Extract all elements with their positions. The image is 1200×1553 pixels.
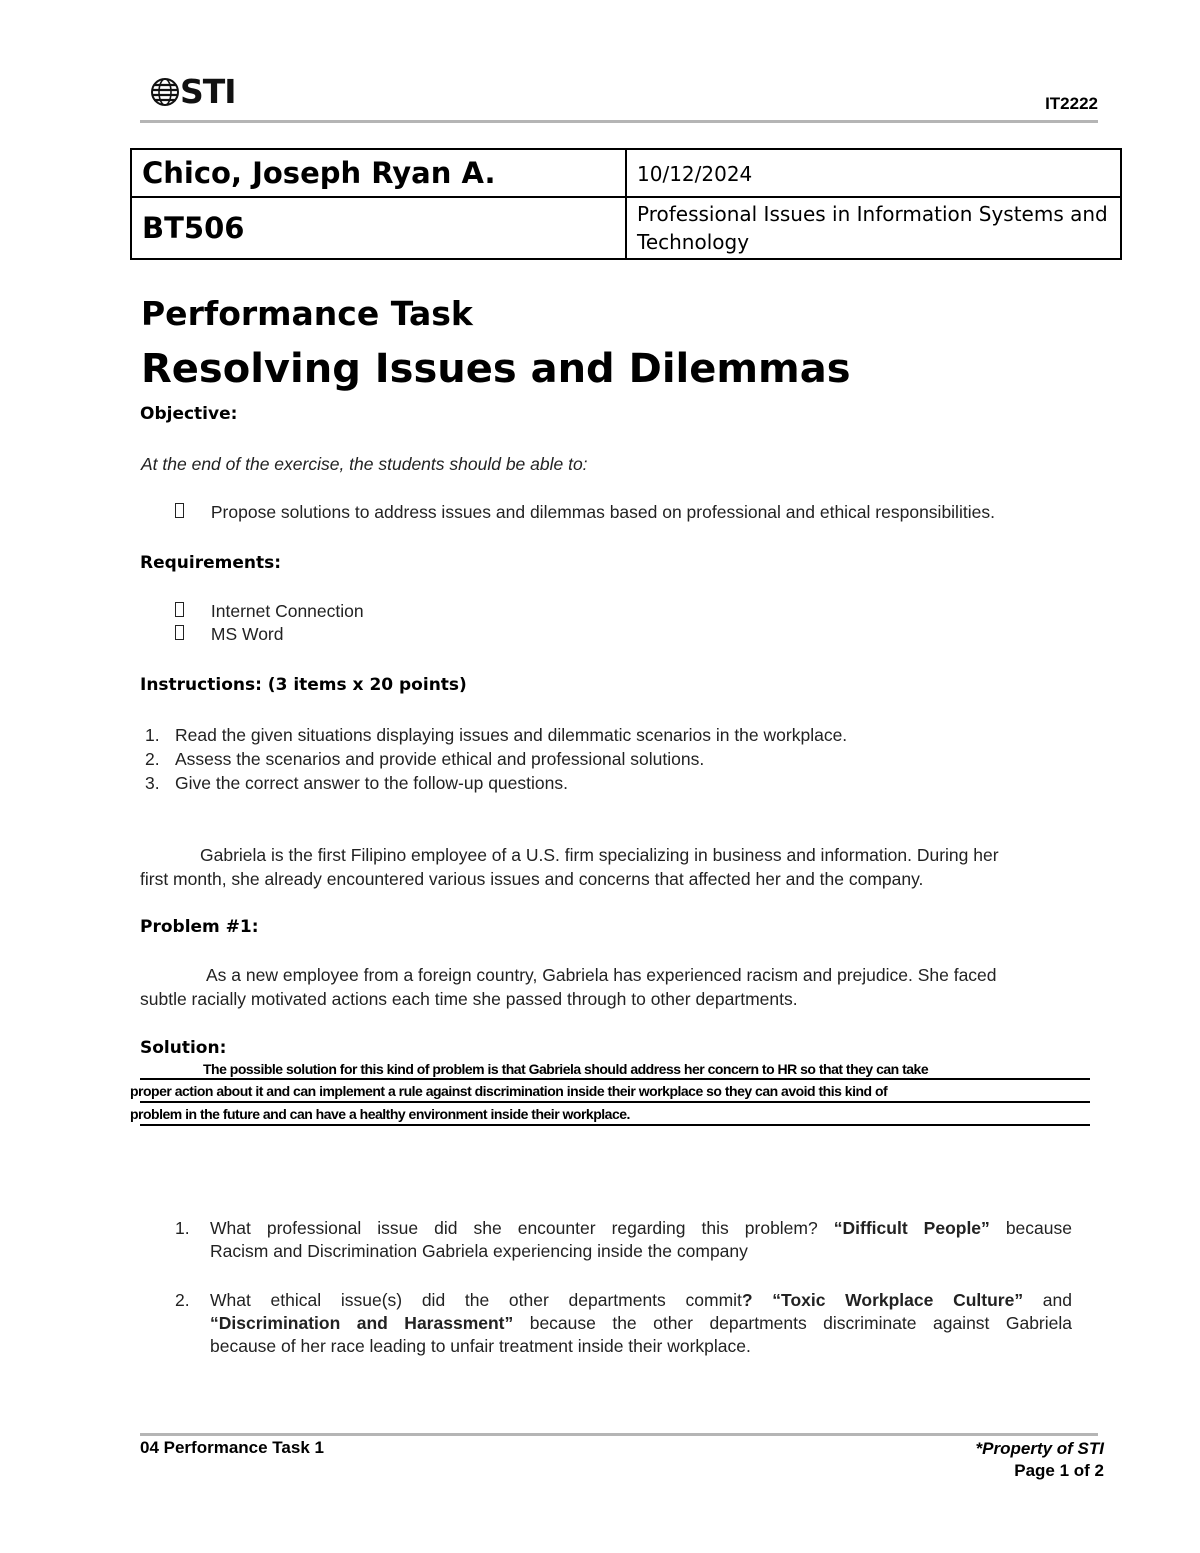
page-number: Page 1 of 2 (1014, 1461, 1104, 1480)
globe-icon (150, 77, 180, 107)
instruction-item: 2. Assess the scenarios and provide ethical and professional solutions. (145, 749, 705, 769)
sti-logo (150, 72, 236, 112)
answer-bold: “Discrimination and Harassment” (210, 1313, 514, 1333)
answer-bold: ? “Toxic Workplace Culture” (741, 1290, 1024, 1310)
problem-label: Problem #1: (140, 917, 259, 937)
instruction-text: Give the correct answer to the follow-up questions. (175, 773, 568, 793)
property-notice: *Property of STI (975, 1439, 1104, 1458)
task-title: Resolving Issues and Dilemmas (141, 346, 851, 392)
solution-line: The possible solution for this kind of problem is that Gabriela should address her concern to HR so that they can take (203, 1061, 929, 1077)
bullet-icon (175, 503, 184, 518)
requirement-item (175, 624, 283, 645)
scenario-line: first month, she already encountered various issues and concerns that affected her and the company. (140, 869, 924, 889)
section-code: BT506 (131, 197, 626, 259)
instruction-item: 1. Read the given situations displaying issues and dilemmatic scenarios in the workplace. (145, 725, 848, 745)
footer-divider (140, 1433, 1098, 1436)
question-number: 2. (175, 1290, 190, 1310)
student-name: Chico, Joseph Ryan A. (131, 149, 626, 197)
answer-bold: “Difficult People” (833, 1218, 990, 1238)
instruction-item: 3. Give the correct answer to the follow-up questions. (145, 773, 568, 793)
bullet-icon (175, 625, 184, 640)
requirement-item (175, 601, 364, 622)
question-text: What professional issue did she encounter regarding this problem? (210, 1218, 818, 1238)
instructions-label: Instructions: (3 items x 20 points) (140, 675, 467, 695)
solution-line: problem in the future and can have a healthy environment inside their workplace. (130, 1106, 630, 1122)
question-line (210, 1218, 1072, 1239)
instruction-text: Assess the scenarios and provide ethical and professional solutions. (175, 749, 705, 769)
answer-line (210, 1313, 1072, 1334)
requirements-label: Requirements: (140, 553, 282, 573)
task-heading: Performance Task (141, 294, 473, 333)
objective-item-text: Propose solutions to address issues and dilemmas based on professional and ethical responsibilities. (210, 502, 995, 522)
objective-intro: At the end of the exercise, the students should be able to: (141, 454, 588, 474)
question-text: and (1042, 1290, 1072, 1310)
answer-line: Racism and Discrimination Gabriela experiencing inside the company (210, 1241, 748, 1261)
scenario-line: Gabriela is the first Filipino employee of a U.S. firm specializing in business and information. During her (200, 845, 999, 865)
requirement-item-text: Internet Connection (210, 601, 364, 621)
question-text: because (1005, 1218, 1072, 1238)
problem-line: As a new employee from a foreign country, Gabriela has experienced racism and prejudice. She faced (206, 965, 997, 985)
document-code: IT2222 (1045, 94, 1098, 113)
logo-text: STI (180, 72, 236, 111)
footer-task-label: 04 Performance Task 1 (140, 1438, 324, 1457)
answer-underline (140, 1101, 1090, 1103)
answer-underline (140, 1078, 1090, 1080)
student-info-table (130, 148, 1122, 260)
course-title: Professional Issues in Information Systems and Technology (626, 197, 1121, 259)
problem-line: subtle racially motivated actions each time she passed through to other departments. (140, 989, 798, 1009)
requirement-item-text: MS Word (210, 624, 284, 644)
solution-label: Solution: (140, 1038, 227, 1058)
question-line (210, 1290, 1072, 1311)
answer-line: because of her race leading to unfair treatment inside their workplace. (210, 1336, 751, 1356)
objective-item (175, 502, 995, 523)
instruction-text: Read the given situations displaying issues and dilemmatic scenarios in the workplace. (175, 725, 848, 745)
submission-date: 10/12/2024 (626, 149, 1121, 197)
answer-text: because the other departments discriminate against Gabriela (529, 1313, 1073, 1333)
bullet-icon (175, 602, 184, 617)
question-number: 1. (175, 1218, 190, 1238)
question-text: What ethical issue(s) did the other departments commit (210, 1290, 742, 1310)
answer-underline (140, 1124, 1090, 1126)
footer-right (976, 1438, 1104, 1482)
solution-line: proper action about it and can implement a rule against discrimination inside their workplace so they can avoid this kind of (130, 1083, 888, 1099)
header-divider (140, 120, 1098, 123)
objective-label: Objective: (140, 404, 238, 424)
